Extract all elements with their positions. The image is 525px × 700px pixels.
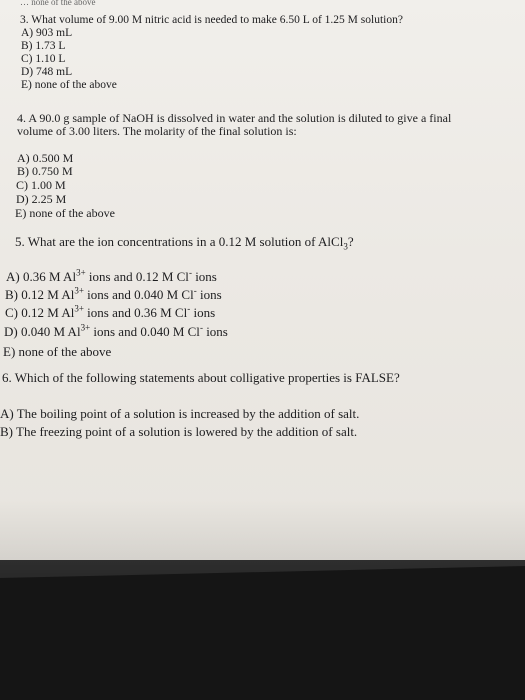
q5-option-a-charge2: - xyxy=(188,267,192,278)
q5-option-c-charge: 3+ xyxy=(74,303,84,314)
q4-option-c: C) 1.00 M xyxy=(16,178,66,192)
q6-option-b: B) The freezing point of a solution is lowered by the addition of salt. xyxy=(0,424,358,439)
q5-stem-subscript: 3 xyxy=(343,241,348,252)
q5-stem xyxy=(15,235,354,254)
q5-option-c xyxy=(5,303,216,321)
q5-option-a-text3: ions xyxy=(191,269,217,284)
q5-option-b-charge2: - xyxy=(193,285,197,296)
q4-option-e: E) none of the above xyxy=(15,206,115,220)
q3-option-a: A) 903 mL xyxy=(21,27,73,39)
q5-stem-end: ? xyxy=(347,234,354,249)
q5-option-c-text: C) 0.12 M Al xyxy=(5,305,75,320)
cut-off-text: … none of the above xyxy=(20,0,96,7)
q5-option-e: E) none of the above xyxy=(3,344,112,359)
q3-stem: 3. What volume of 9.00 M nitric acid is needed to make 6.50 L of 1.25 M solution? xyxy=(20,14,403,26)
q4-option-b: B) 0.750 M xyxy=(17,164,73,178)
q5-option-d-charge2: - xyxy=(199,322,203,333)
q5-option-a-text2: ions and 0.12 M Cl xyxy=(85,269,189,284)
q5-option-d-text: D) 0.040 M Al xyxy=(4,324,81,339)
q5-option-a-charge: 3+ xyxy=(76,267,86,278)
q5-stem-text: 5. What are the ion concentrations in a 0.12 M solution of AlCl xyxy=(15,234,344,249)
q5-option-d xyxy=(4,322,228,340)
q3-option-c: C) 1.10 L xyxy=(21,53,66,65)
q4-stem-line2: volume of 3.00 liters. The molarity of the final solution is: xyxy=(17,124,297,138)
q5-option-b-charge: 3+ xyxy=(74,285,84,296)
q5-option-b-text3: ions xyxy=(196,287,222,302)
q5-option-d-charge: 3+ xyxy=(80,322,91,333)
q5-option-a-text: A) 0.36 M Al xyxy=(6,269,77,284)
q5-option-a xyxy=(6,267,217,285)
q4-stem-line1: 4. A 90.0 g sample of NaOH is dissolved in water and the solution is diluted to give a final xyxy=(17,111,452,125)
q5-option-b-text2: ions and 0.040 M Cl xyxy=(83,287,194,302)
q5-option-b-text: B) 0.12 M Al xyxy=(5,287,75,302)
q5-option-c-text3: ions xyxy=(190,305,216,320)
q5-option-d-text2: ions and 0.040 M Cl xyxy=(90,324,200,339)
q5-option-c-text2: ions and 0.36 M Cl xyxy=(83,305,188,320)
q5-option-b xyxy=(5,285,222,303)
q3-option-d: D) 748 mL xyxy=(21,66,73,78)
q3-option-e: E) none of the above xyxy=(21,79,117,91)
q4-option-d: D) 2.25 M xyxy=(16,192,67,206)
q5-option-d-text3: ions xyxy=(202,324,228,339)
q6-option-a: A) The boiling point of a solution is increased by the addition of salt. xyxy=(0,406,360,421)
q6-stem: 6. Which of the following statements about colligative properties is FALSE? xyxy=(2,370,400,385)
q3-option-b: B) 1.73 L xyxy=(21,40,66,52)
q4-option-a: A) 0.500 M xyxy=(17,151,74,165)
q5-option-c-charge2: - xyxy=(187,303,191,314)
